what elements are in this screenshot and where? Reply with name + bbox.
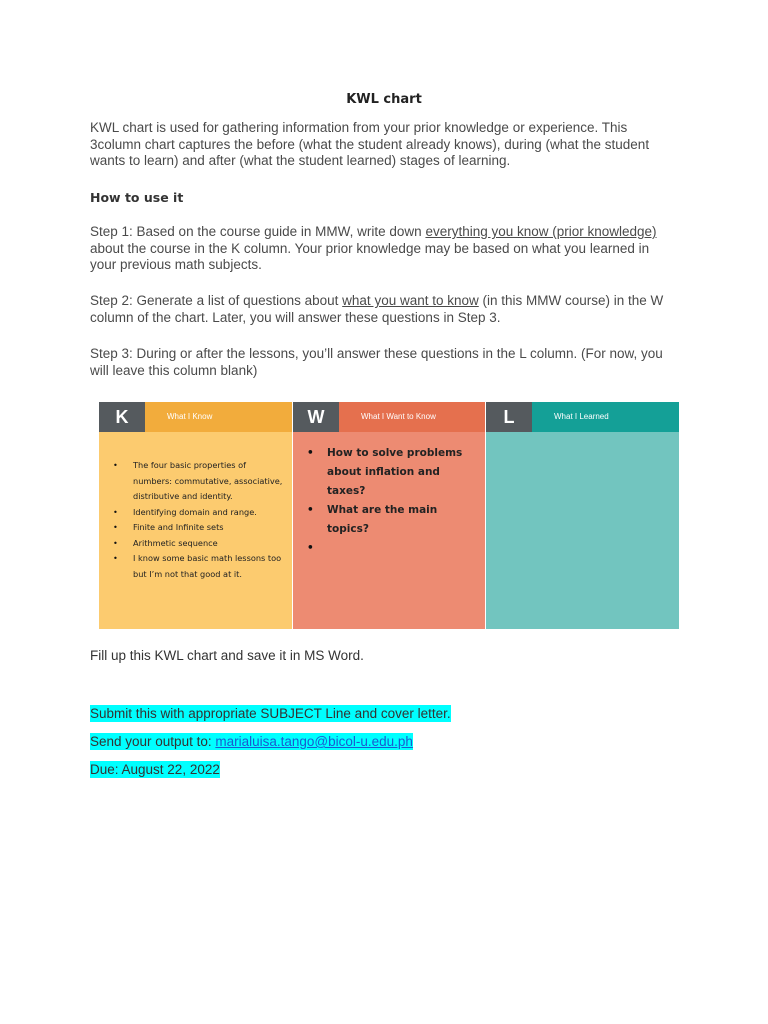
how-to-heading: How to use it: [90, 190, 184, 205]
fill-instruction: Fill up this KWL chart and save it in MS Word.: [90, 648, 364, 663]
step2-underlined: what you want to know: [342, 293, 479, 308]
list-item: • Identifying domain and range.: [113, 505, 284, 521]
list-item: • The four basic properties of numbers: commutative, associative, distributive and identity.: [113, 458, 284, 505]
list-item: • I know some basic math lessons too but I’m not that good at it.: [113, 551, 284, 582]
intro-line: 3column chart captures the before (what the student already knows), during (what the student: [90, 136, 650, 152]
step1-line3: your previous math subjects.: [90, 257, 262, 272]
kwl-l-header: [486, 402, 679, 432]
step2-text: Step 2: Generate a list of questions about: [90, 293, 343, 308]
page-title: KWL chart: [346, 92, 422, 107]
list-item: • Finite and Infinite sets: [113, 520, 284, 536]
kwl-w-body[interactable]: [293, 432, 485, 629]
step2-line2: column of the chart. Later, you will answer these questions in Step 3.: [90, 309, 501, 325]
kwl-column-w: [293, 402, 485, 629]
send-instruction: [90, 733, 413, 750]
list-item: • How to solve problems about inflation and taxes?: [307, 444, 477, 501]
step1-line1: [90, 224, 690, 241]
intro-line: wants to learn) and after (what the student learned) stages of learning.: [90, 153, 511, 168]
kwl-column-l: [486, 402, 679, 629]
kwl-l-body[interactable]: [486, 432, 679, 629]
kwl-w-label: What I Want to Know: [339, 402, 485, 432]
kwl-k-body[interactable]: [99, 432, 292, 629]
kwl-column-k: [99, 402, 292, 629]
kwl-l-label: What I Learned: [532, 402, 679, 432]
step1-line2: about the course in the K column. Your prior knowledge may be based on what you learned in: [90, 240, 650, 256]
step2-paragraph: [90, 293, 690, 326]
submit-instruction: Submit this with appropriate SUBJECT Line and cover letter.: [90, 706, 451, 721]
step3-paragraph: [90, 346, 690, 379]
kwl-k-list: [113, 458, 284, 582]
step2-text-end: (in this MMW course) in the W: [478, 293, 664, 308]
due-date: Due: August 22, 2022: [90, 762, 220, 777]
kwl-w-header: [293, 402, 485, 432]
intro-line: KWL chart is used for gathering information from your prior knowledge or experience. This: [90, 120, 628, 135]
send-label: Send your output to:: [90, 734, 216, 749]
step3-line1: Step 3: During or after the lessons, you’ll answer these questions in the L column. (For now, you: [90, 346, 663, 361]
kwl-k-letter: K: [99, 402, 145, 432]
kwl-l-letter: L: [486, 402, 532, 432]
step3-line2: will leave this column blank): [90, 362, 258, 378]
list-item: • Arithmetic sequence: [113, 536, 284, 552]
kwl-w-letter: W: [293, 402, 339, 432]
step2-line1: [90, 293, 690, 310]
kwl-k-label: What I Know: [145, 402, 292, 432]
step1-paragraph: [90, 224, 690, 274]
step1-text: Step 1: Based on the course guide in MMW, write down: [90, 224, 426, 239]
kwl-chart: [99, 402, 679, 629]
intro-paragraph: [90, 120, 690, 170]
step1-underlined: everything you know (prior knowledge): [425, 224, 657, 239]
list-item: • What are the main topics?: [307, 501, 477, 539]
email-link[interactable]: marialuisa.tango@bicol-u.edu.ph: [215, 734, 413, 749]
kwl-w-list: [307, 444, 477, 539]
kwl-k-header: [99, 402, 292, 432]
